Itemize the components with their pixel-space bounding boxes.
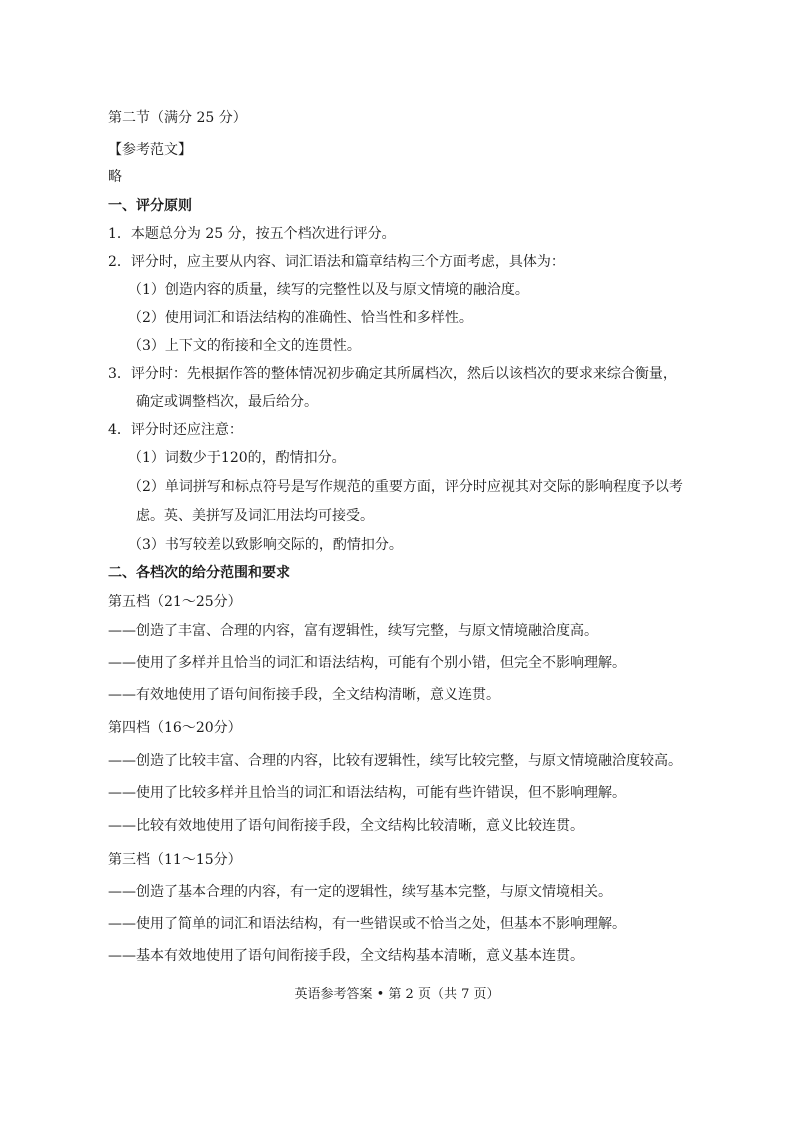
rule-line: 2．评分时，应主要从内容、词汇语法和篇章结构三个方面考虑，具体为： [108,254,565,270]
rule-line: （3）书写较差以致影响交际的，酌情扣分。 [128,537,403,553]
level-title: 第三档（11～15分） [108,852,242,868]
model-essay-heading: 【参考范文】 [108,142,192,158]
level-item: ——基本有效地使用了语句间衔接手段，全文结构基本清晰，意义基本连贯。 [108,948,584,964]
level-item: ——有效地使用了语句间衔接手段，全文结构清晰，意义连贯。 [108,687,500,703]
page-footer: 英语参考答案 • 第 2 页（共 7 页） [294,987,500,1002]
level-item: ——使用了简单的词汇和语法结构，有一些错误或不恰当之处，但基本不影响理解。 [108,916,626,932]
level-item: ——创造了比较丰富、合理的内容，比较有逻辑性，续写比较完整，与原文情境融洽度较高。 [108,753,682,769]
level-title: 第四档（16～20分） [108,720,242,736]
level-item: ——创造了基本合理的内容，有一定的逻辑性，续写基本完整，与原文情境相关。 [108,884,612,900]
rule-line: （3）上下文的衔接和全文的连贯性。 [128,338,361,354]
level-item: ——比较有效地使用了语句间衔接手段，全文结构比较清晰，意义比较连贯。 [108,818,584,834]
rule-line: （2）单词拼写和标点符号是写作规范的重要方面，评分时应视其对交际的影响程度予以考 [128,479,683,495]
rule-line: （1）词数少于120的，酌情扣分。 [128,450,346,466]
level-item: ——使用了多样并且恰当的词汇和语法结构，可能有个别小错，但完全不影响理解。 [108,655,626,671]
level-item: ——使用了比较多样并且恰当的词汇和语法结构，可能有些许错误，但不影响理解。 [108,785,626,801]
rule-line: 虑。英、美拼写及词汇用法均可接受。 [136,508,374,524]
level-item: ——创造了丰富、合理的内容，富有逻辑性，续写完整，与原文情境融洽度高。 [108,623,598,639]
rule-line: 确定或调整档次，最后给分。 [136,394,318,410]
rule-line: 4．评分时还应注意： [108,422,243,438]
model-essay-body: 略 [108,169,122,185]
rule-line: 3．评分时：先根据作答的整体情况初步确定其所属档次，然后以该档次的要求来综合衡量， [108,366,677,382]
rule-line: 1．本题总分为 25 分，按五个档次进行评分。 [108,226,396,242]
part2-heading: 二、各档次的给分范围和要求 [108,565,290,581]
level-title: 第五档（21～25分） [108,594,242,610]
section-title: 第二节（满分 25 分） [108,110,247,126]
part1-heading: 一、评分原则 [108,198,192,214]
rule-line: （1）创造内容的质量，续写的完整性以及与原文情境的融洽度。 [128,282,529,298]
rule-line: （2）使用词汇和语法结构的准确性、恰当性和多样性。 [128,310,473,326]
